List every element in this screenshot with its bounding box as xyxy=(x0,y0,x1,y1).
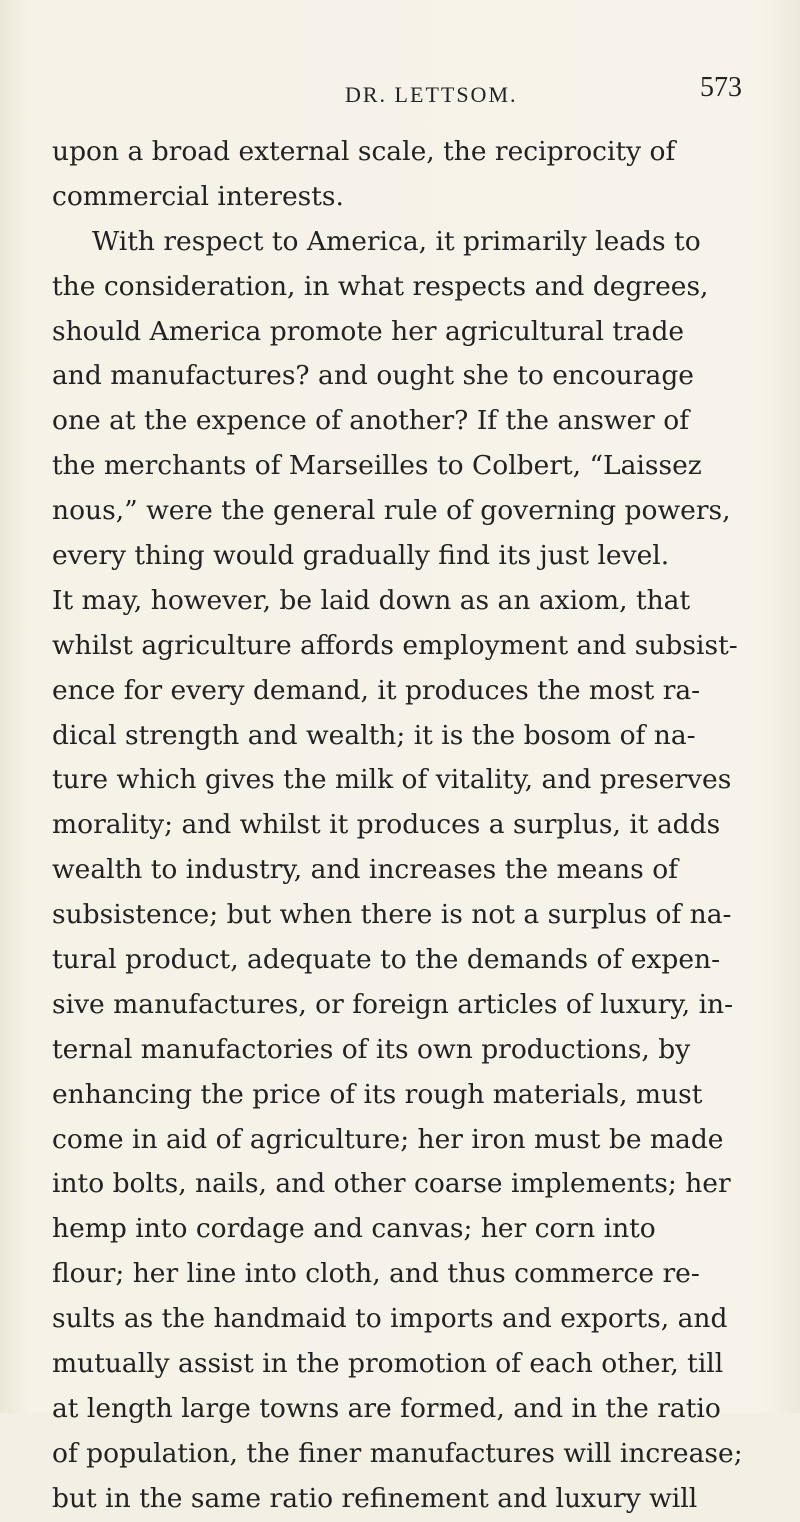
text-line-9: nous,” were the general rule of governing powers, xyxy=(52,495,731,527)
text-line-26: flour; her line into cloth, and thus commerce re- xyxy=(52,1258,700,1290)
text-line-19: tural product, adequate to the demands of expen- xyxy=(52,944,721,976)
text-line-23: come in aid of agriculture; her iron must be made xyxy=(52,1123,724,1155)
text-line-13: ence for every demand, it produces the most ra- xyxy=(52,674,701,706)
text-line-28: mutually assist in the promotion of each other, till xyxy=(52,1348,724,1380)
text-line-10: every thing would gradually find its just level. xyxy=(52,540,670,572)
text-line-21: ternal manufactories of its own productions, by xyxy=(52,1033,691,1065)
text-line-4: the consideration, in what respects and degrees, xyxy=(52,270,709,302)
text-line-16: morality; and whilst it produces a surplus, it adds xyxy=(52,809,721,841)
text-line-14: dical strength and wealth; it is the bosom of na- xyxy=(52,719,696,751)
text-line-25: hemp into cordage and canvas; her corn into xyxy=(52,1213,656,1245)
text-line-31: but in the same ratio refinement and luxury will xyxy=(52,1482,698,1514)
text-line-17: wealth to industry, and increases the means of xyxy=(52,854,678,886)
text-line-12: whilst agriculture affords employment and subsist- xyxy=(52,629,738,661)
text-line-5: should America promote her agricultural trade xyxy=(52,315,685,347)
text-line-8: the merchants of Marseilles to Colbert, “Laissez xyxy=(52,450,702,482)
text-line-29: at length large towns are formed, and in the ratio xyxy=(52,1392,721,1424)
text-line-18: subsistence; but when there is not a surplus of na- xyxy=(52,899,732,931)
text-line-15: ture which gives the milk of vitality, and preserves xyxy=(52,764,732,796)
text-line-22: enhancing the price of its rough materials, must xyxy=(52,1078,703,1110)
text-line-20: sive manufactures, or foreign articles of luxury, in- xyxy=(52,988,734,1020)
text-line-1: upon a broad external scale, the reciprocity of xyxy=(52,136,676,167)
page-header xyxy=(0,72,800,112)
text-line-2: commercial interests. xyxy=(52,180,344,212)
text-line-3: With respect to America, it primarily leads to xyxy=(92,225,701,257)
text-line-6: and manufactures? and ought she to encourage xyxy=(52,360,694,392)
running-head: DR. LETTSOM. xyxy=(345,82,518,107)
body-text xyxy=(52,130,752,1522)
page-number: 573 xyxy=(700,72,742,103)
text-line-7: one at the expence of another? If the answer of xyxy=(52,405,690,437)
text-line-11: It may, however, be laid down as an axiom, that xyxy=(52,584,691,616)
text-line-27: sults as the handmaid to imports and exports, and xyxy=(52,1303,728,1335)
text-line-30: of population, the finer manufactures will increase; xyxy=(52,1437,743,1469)
text-line-24: into bolts, nails, and other coarse implements; her xyxy=(52,1168,731,1200)
